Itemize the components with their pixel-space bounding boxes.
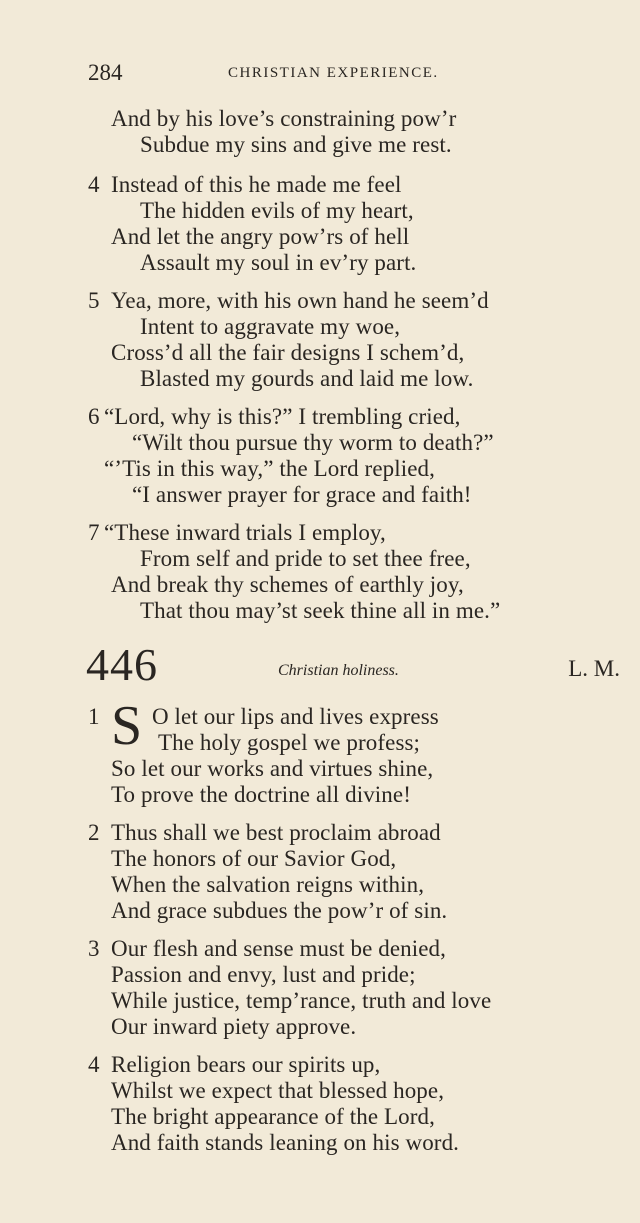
verse-line: Thus shall we best proclaim abroad [111,820,441,845]
verse-line: The honors of our Savior God, [111,846,397,871]
verse-number: 2 [88,820,100,845]
verse-line: Intent to aggravate my woe, [140,314,401,339]
verse-line: Subdue my sins and give me rest. [140,132,452,157]
verse-line: When the salvation reigns within, [111,872,425,897]
verse-line: So let our works and virtues shine, [111,756,434,781]
hymn-meter: L. M. [568,656,620,681]
verse-line: To prove the doctrine all divine! [111,782,411,807]
verse-line: Blasted my gourds and laid me low. [140,366,474,391]
verse-line: Religion bears our spirits up, [111,1052,381,1077]
verse-line: That thou may’st seek thine all in me.” [140,598,501,623]
verse-line: “These inward trials I employ, [104,520,386,545]
verse-line: “Wilt thou pursue thy worm to death?” [132,430,494,455]
verse-line: The holy gospel we profess; [158,730,421,755]
verse-line: And break thy schemes of earthly joy, [111,572,464,597]
verse-number: 4 [88,172,100,197]
verse-line: Assault my soul in ev’ry part. [140,250,417,275]
page-number: 284 [88,60,123,85]
verse-number: 1 [88,704,100,729]
verse-line: And let the angry pow’rs of hell [111,224,410,249]
verse-line: “’Tis in this way,” the Lord replied, [104,456,435,481]
verse-line: Passion and envy, lust and pride; [111,962,416,987]
drop-cap: S [111,695,143,757]
verse-line: And grace subdues the pow’r of sin. [111,898,448,923]
hymn-heading [86,640,620,690]
verse-line: The bright appearance of the Lord, [111,1104,435,1129]
verse-line: From self and pride to set thee free, [140,546,471,571]
hymn-subject: Christian holiness. [278,662,399,679]
verse-line: “I answer prayer for grace and faith! [132,482,472,507]
verse-number: 4 [88,1052,100,1077]
verse-number: 7 [88,520,100,545]
section-title: CHRISTIAN EXPERIENCE. [228,65,439,81]
verse-line: And by his love’s constraining pow’r [111,106,457,131]
verse-line: O let our lips and lives express [152,704,439,729]
verse-number: 6 [88,404,100,429]
verse-line: Whilst we expect that blessed hope, [111,1078,445,1103]
verse-number: 3 [88,936,100,961]
hymn-number: 446 [86,639,158,690]
verse-line: The hidden evils of my heart, [140,198,414,223]
verse-line: “Lord, why is this?” I trembling cried, [104,404,461,429]
verse-line: While justice, temp’rance, truth and love [111,988,492,1013]
verse-line: Our inward piety approve. [111,1014,357,1039]
verse-number: 5 [88,288,100,313]
verse-line: And faith stands leaning on his word. [111,1130,460,1155]
running-head [88,60,488,92]
verse-line: Instead of this he made me feel [111,172,402,197]
verse-line: Cross’d all the fair designs I schem’d, [111,340,465,365]
verse-line: Our flesh and sense must be denied, [111,936,447,961]
verse-line: Yea, more, with his own hand he seem’d [111,288,489,313]
